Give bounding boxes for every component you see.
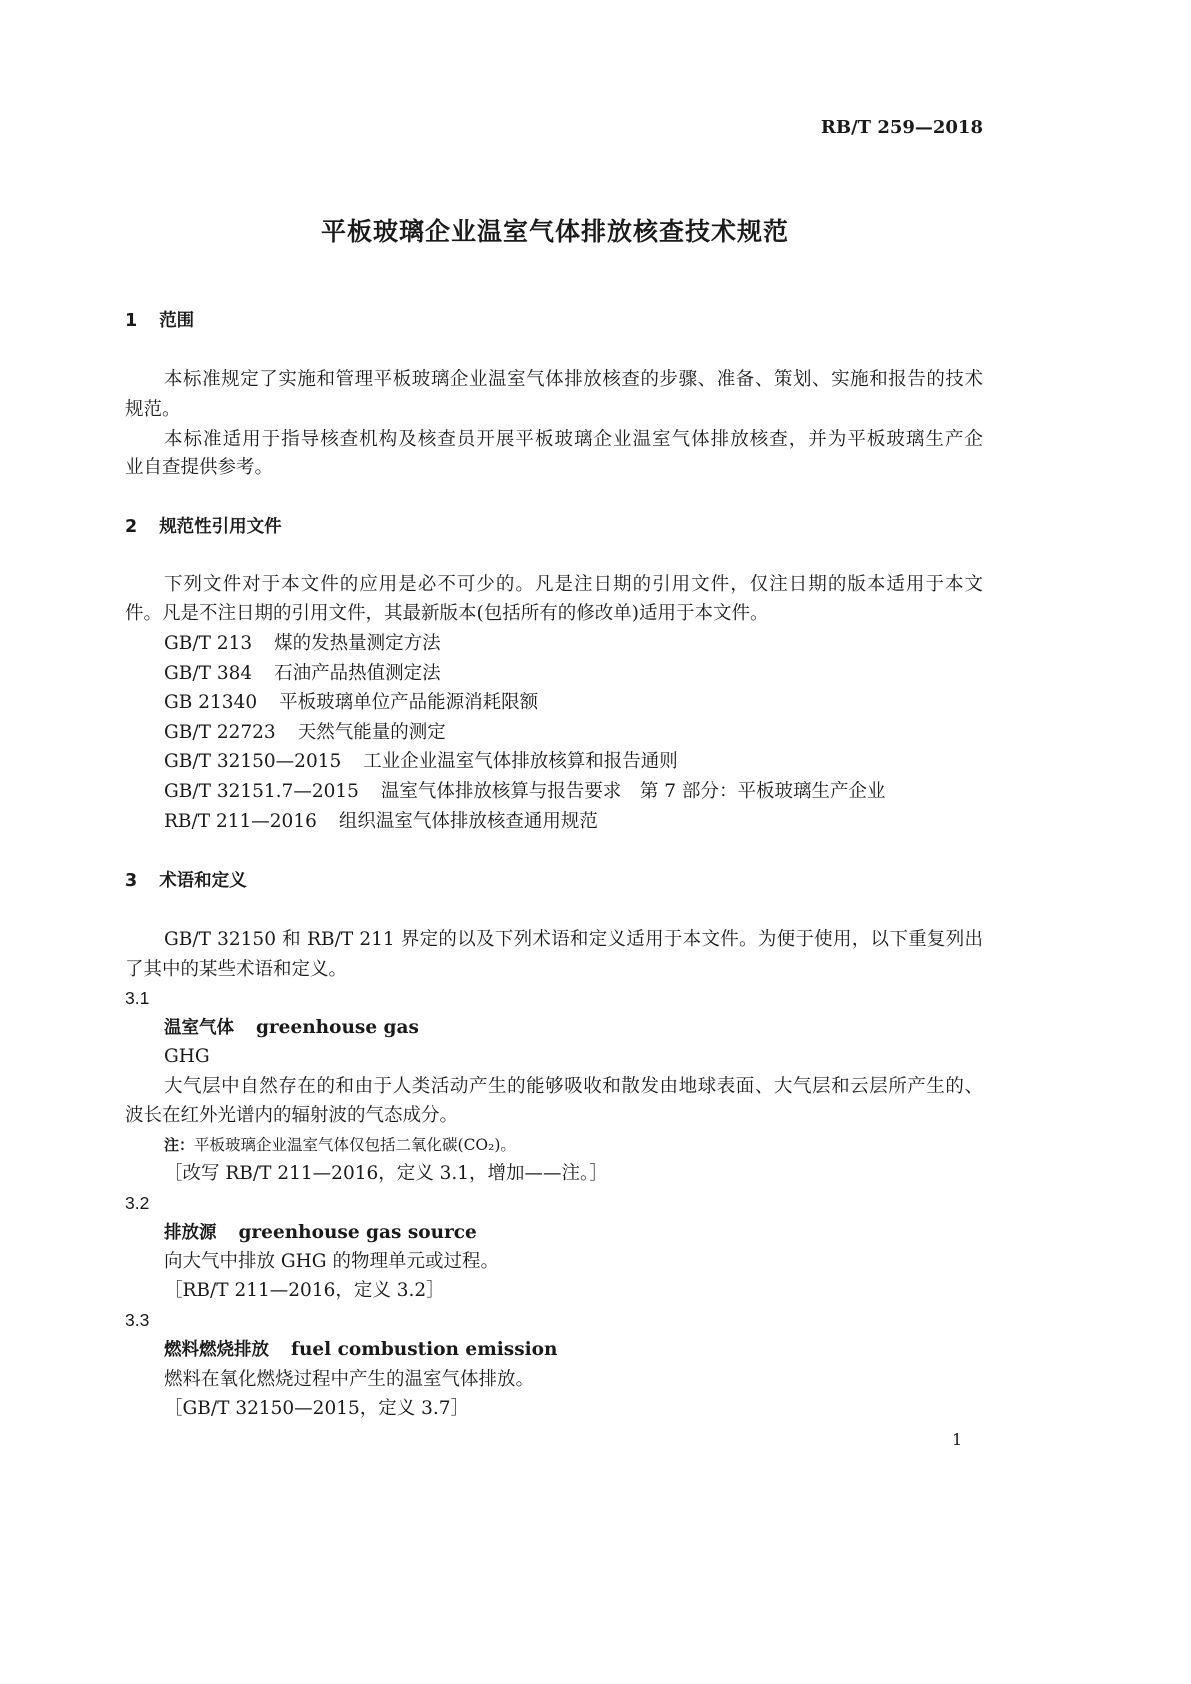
reference-item: GB/T 32151.7—2015 温室气体排放核算与报告要求 第 7 部分：平板玻璃生产企业 [164,781,886,802]
paragraph-line: 了其中的某些术语和定义。 [125,959,348,980]
term-title: 排放源 greenhouse gas source [164,1222,477,1243]
reference-item: GB 21340 平板玻璃单位产品能源消耗限额 [164,692,539,713]
term-title: 燃料燃烧排放 fuel combustion emission [164,1339,558,1360]
section-heading-1: 1 范围 [125,311,195,331]
section-heading-2: 2 规范性引用文件 [125,517,282,537]
term-number: 3.3 [125,1310,150,1330]
reference-item: GB/T 32150—2015 工业企业温室气体排放核算和报告通则 [164,751,678,772]
paragraph-line: 本标准规定了实施和管理平板玻璃企业温室气体排放核查的步骤、准备、策划、实施和报告的技术 [164,369,983,390]
term-definition-line: 向大气中排放 GHG 的物理单元或过程。 [164,1251,499,1272]
paragraph-line: 下列文件对于本文件的应用是必不可少的。凡是注日期的引用文件，仅注日期的版本适用于本文 [164,574,983,595]
term-definition-line: 燃料在氧化燃烧过程中产生的温室气体排放。 [164,1369,535,1390]
term-source: ［改写 RB/T 211—2016，定义 3.1，增加——注。］ [164,1163,608,1184]
term-abbreviation: GHG [164,1046,210,1067]
standard-code-header: RB/T 259—2018 [820,117,983,138]
term-title: 温室气体 greenhouse gas [164,1017,419,1038]
paragraph-line: 规范。 [125,399,181,420]
term-number: 3.2 [125,1193,150,1213]
term-source: ［GB/T 32150—2015，定义 3.7］ [164,1398,470,1419]
paragraph-line: 业自查提供参考。 [125,457,274,478]
reference-item: GB/T 213 煤的发热量测定方法 [164,633,441,654]
page-number: 1 [952,1430,963,1449]
paragraph-line: 本标准适用于指导核查机构及核查员开展平板玻璃企业温室气体排放核查，并为平板玻璃生产企 [164,429,983,450]
reference-item: GB/T 22723 天然气能量的测定 [164,722,446,743]
term-note: 注：平板玻璃企业温室气体仅包括二氧化碳(CO₂)。 [164,1136,516,1154]
term-number: 3.1 [125,988,150,1008]
term-source: ［RB/T 211—2016，定义 3.2］ [164,1280,445,1301]
reference-item: RB/T 211—2016 组织温室气体排放核查通用规范 [164,811,598,832]
reference-item: GB/T 384 石油产品热值测定法 [164,663,441,684]
document-title: 平板玻璃企业温室气体排放核查技术规范 [320,217,789,246]
section-heading-3: 3 术语和定义 [125,871,247,891]
term-definition-line: 大气层中自然存在的和由于人类活动产生的能够吸收和散发由地球表面、大气层和云层所产生的、 [164,1076,983,1097]
term-definition-line: 波长在红外光谱内的辐射波的气态成分。 [125,1105,459,1126]
paragraph-line: GB/T 32150 和 RB/T 211 界定的以及下列术语和定义适用于本文件。为便于使用，以下重复列出 [164,929,983,950]
paragraph-line: 件。凡是不注日期的引用文件，其最新版本(包括所有的修改单)适用于本文件。 [125,603,769,624]
